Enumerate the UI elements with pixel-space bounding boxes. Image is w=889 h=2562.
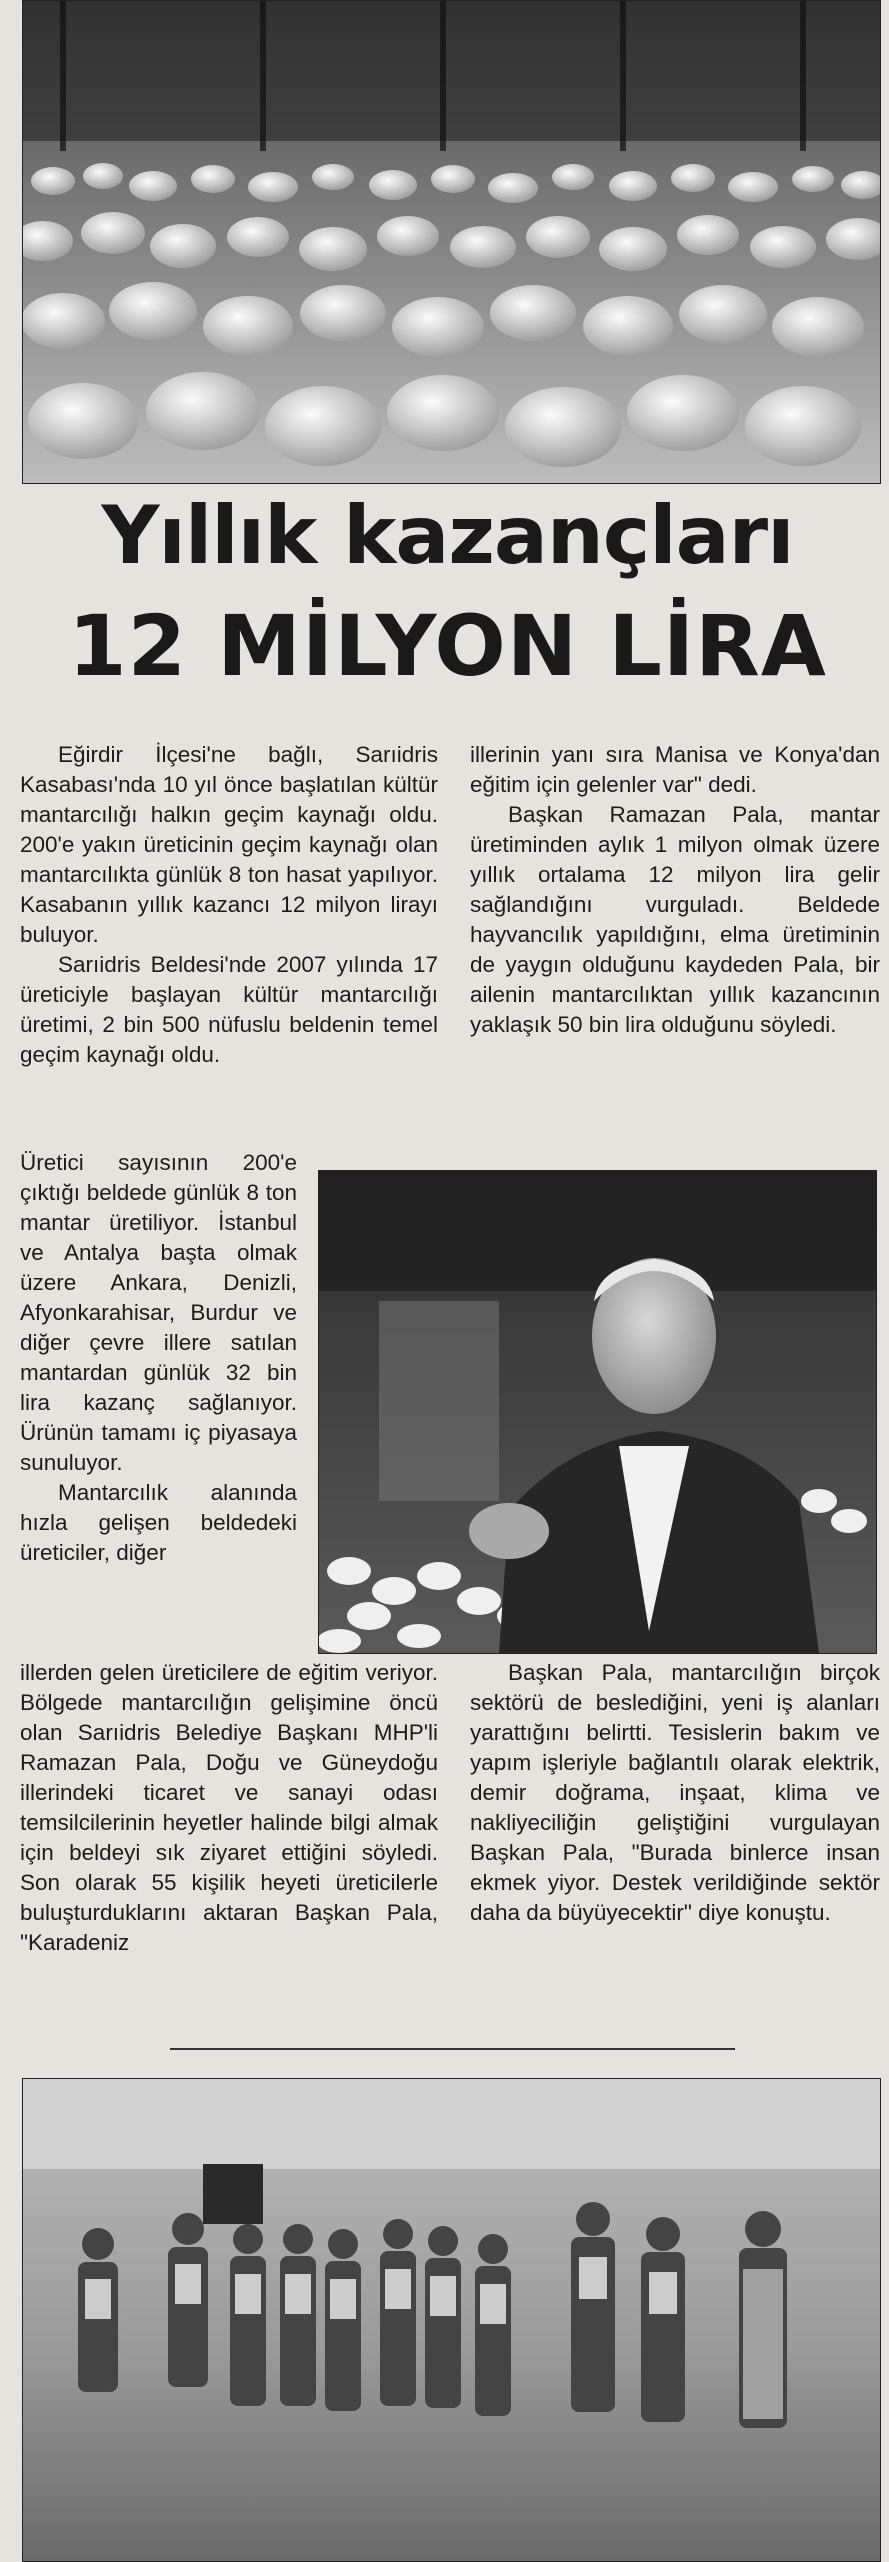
article-column-left-narrow bbox=[20, 1148, 297, 1568]
divider-line bbox=[170, 2048, 735, 2050]
paragraph: illerden gelen üreticilere de eğitim veriyor. Bölgede mantarcılığın gelişimine öncü olan Sarıidris Belediye Başkanı MHP'li Ramazan Pala, Doğu ve Güneydoğu illerindeki ticaret ve sanayi odası temsilcilerinin heyetler halinde bilgi almak için beldeyi sık ziyaret ettiğini söyledi. Son olarak 55 kişilik heyeti üreticilerle buluşturduklarını aktaran Başkan Pala, "Karadeniz bbox=[20, 1660, 438, 1955]
paragraph: Eğirdir İlçesi'ne bağlı, Sarıidris Kasabası'nda 10 yıl önce başlatılan kültür mantarcılığı halkın geçim kaynağı oldu. 200'e yakın üreticinin geçim kaynağı olan mantarcılıkta günlük 8 ton hasat yapılıyor. Kasabanın yıllık kazancı 12 milyon lirayı buluyor. bbox=[20, 742, 438, 947]
paragraph: Mantarcılık alanında hızla gelişen beldedeki üreticiler, diğer bbox=[20, 1480, 297, 1565]
paragraph: illerinin yanı sıra Manisa ve Konya'dan eğitim için gelenler var" dedi. bbox=[470, 742, 880, 797]
group-photo bbox=[22, 2078, 881, 2562]
mayor-portrait-photo bbox=[318, 1170, 877, 1654]
article-column-left-bottom bbox=[20, 1658, 438, 1958]
article-column-right-bottom bbox=[470, 1658, 880, 1928]
headline-line2: 12 MİLYON LİRA bbox=[68, 597, 827, 695]
headline-line1: Yıllık kazançları bbox=[101, 489, 794, 582]
article-column-left-top bbox=[20, 740, 438, 1070]
paragraph: Sarıidris Beldesi'nde 2007 yılında 17 üreticiyle başlayan kültür mantarcılığı üretimi, 2 bin 500 nüfuslu beldenin temel geçim kaynağı oldu. bbox=[20, 952, 438, 1067]
article-column-right-top bbox=[470, 740, 880, 1040]
paragraph: Başkan Ramazan Pala, mantar üretiminden aylık 1 milyon olmak üzere yıllık ortalama 12 milyon lira gelir sağlandığını vurguladı. Beldede hayvancılık yapıldığını, elma üretiminin de yaygın olduğunu kaydeden Pala, bir ailenin mantarcılıktan yıllık kazancının yaklaşık 50 bin lira olduğunu söyledi. bbox=[470, 802, 880, 1037]
mushroom-farm-photo bbox=[22, 0, 881, 484]
paragraph: Başkan Pala, mantarcılığın birçok sektörü de beslediğini, yeni iş alanları yarattığını belirtti. Tesislerin bakım ve yapım işleriyle bağlantılı olarak elektrik, demir doğrama, inşaat, klima ve nakliyeciliğin geliştiğini vurgulayan Başkan Pala, "Burada binlerce insan ekmek yiyor. Destek verildiğinde sektör daha da büyüyecektir" diye konuştu. bbox=[470, 1660, 880, 1925]
paragraph: Üretici sayısının 200'e çıktığı beldede günlük 8 ton mantar üretiliyor. İstanbul ve Antalya başta olmak üzere Ankara, Denizli, Afyonkarahisar, Burdur ve diğer çevre illere satılan mantardan günlük 32 bin lira kazanç sağlanıyor. Ürünün tamamı iç piyasaya sunuluyor. bbox=[20, 1150, 297, 1475]
